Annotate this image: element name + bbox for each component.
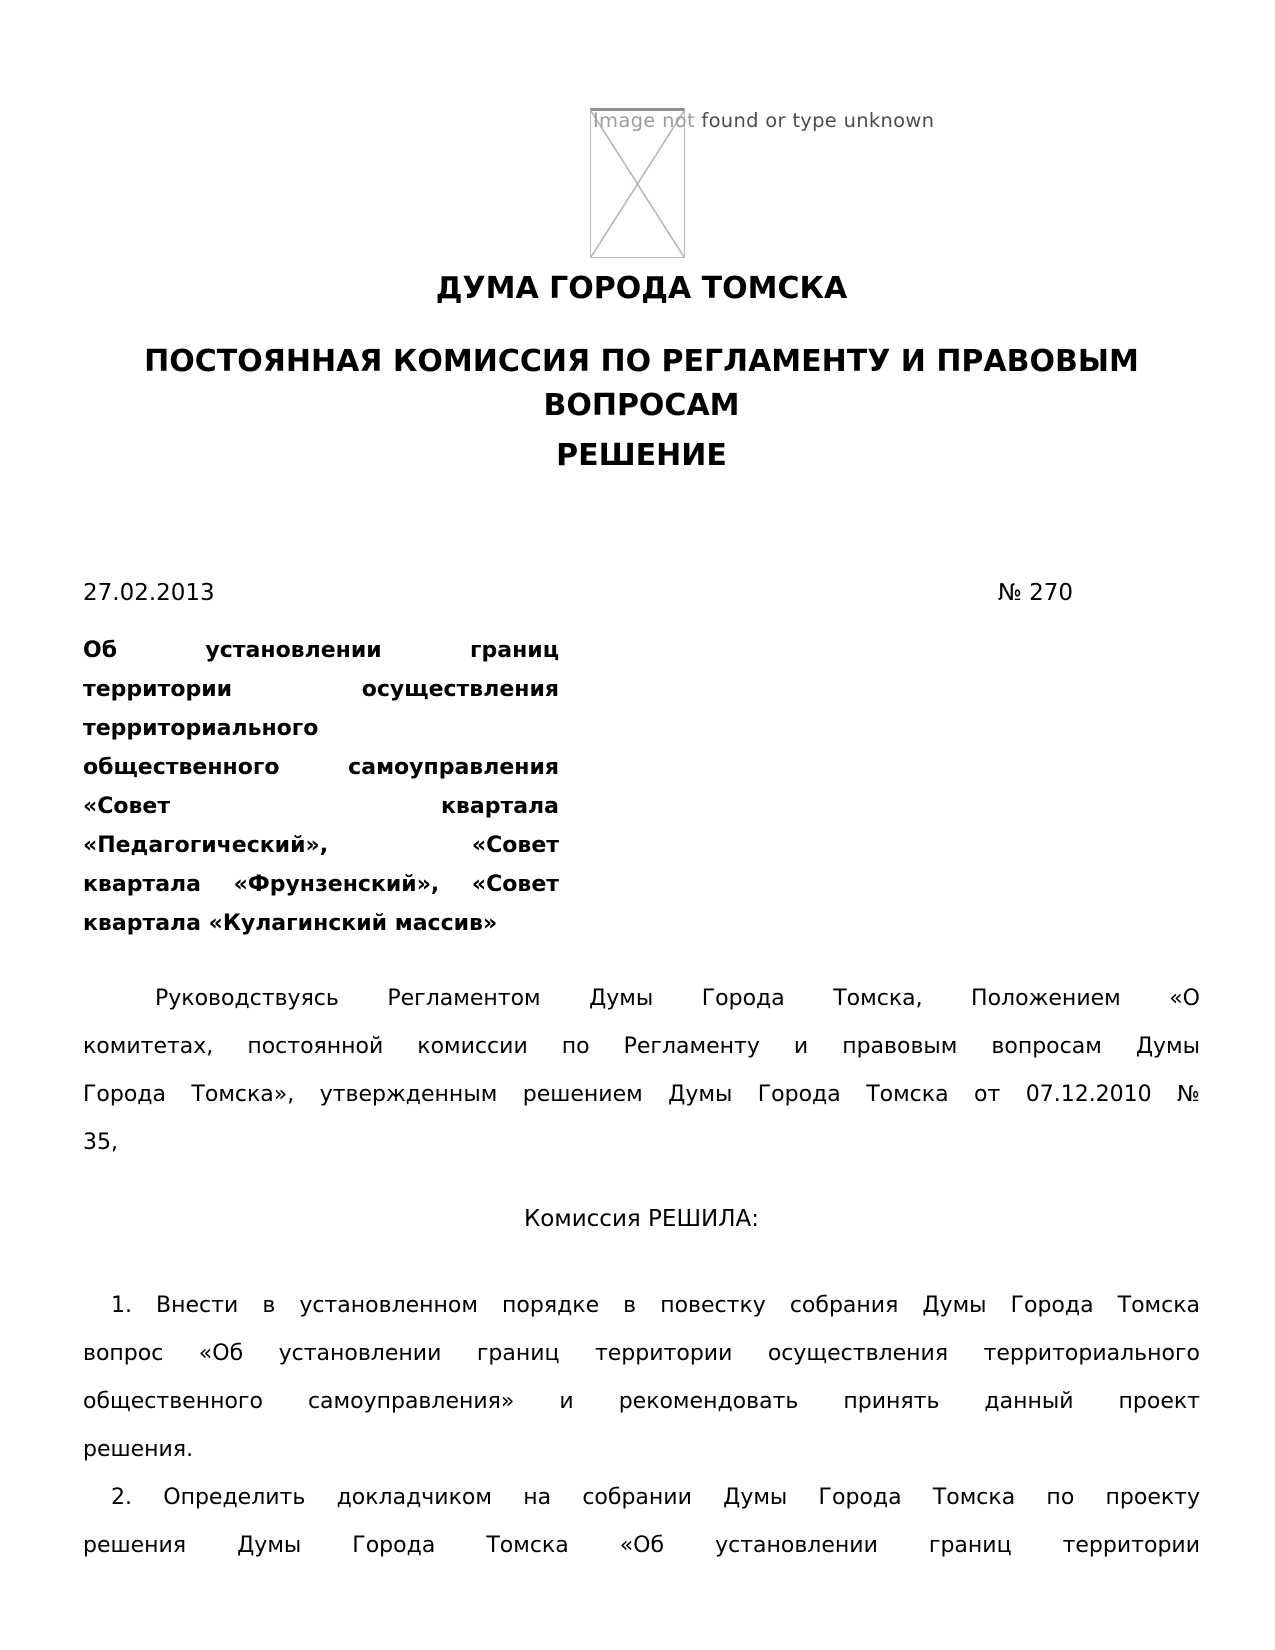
intro-line: 35,	[83, 1130, 118, 1155]
date-number-row	[83, 579, 1200, 607]
intro-line: Руководствуясь Регламентом Думы Города Томска, Положением «О	[155, 986, 1200, 1011]
intro-line: комитетах, постоянной комиссии по Регламенту и правовым вопросам Думы	[83, 1034, 1200, 1059]
commission-title-line: ПОСТОЯННАЯ КОМИССИЯ ПО РЕГЛАМЕНТУ И ПРАВОВЫМ	[144, 344, 1139, 379]
resolved-heading: Комиссия РЕШИЛА:	[523, 1206, 760, 1232]
list-item-2	[83, 1474, 1200, 1570]
alt-text-outside: found or type unknown	[701, 109, 935, 132]
list-item-1	[83, 1282, 1200, 1474]
subject-line: квартала «Кулагинский массив»	[83, 911, 498, 936]
list-item-line: 2. Определить докладчиком на собрании Думы Города Томска по проекту	[111, 1485, 1200, 1510]
commission-title	[83, 340, 1200, 428]
list-item-line: решения.	[83, 1437, 194, 1462]
list-item-line: решения Думы Города Томска «Об установлении границ территории	[83, 1533, 1200, 1558]
broken-image-alt-text	[593, 109, 934, 133]
subject-line: квартала «Фрунзенский», «Совет	[83, 872, 559, 897]
organization-title: ДУМА ГОРОДА ТОМСКА	[435, 271, 848, 306]
document-type-title: РЕШЕНИЕ	[556, 438, 727, 473]
list-item-line: вопрос «Об установлении границ территории осуществления территориального	[83, 1341, 1200, 1366]
subject-line: территории осуществления	[83, 677, 559, 702]
subject-line: «Педагогический», «Совет	[83, 833, 559, 858]
alt-text-inside: Image not	[593, 109, 702, 132]
document-date: 27.02.2013	[83, 580, 215, 606]
subject-line: «Совет квартала	[83, 794, 559, 819]
list-item-line: общественного самоуправления» и рекомендовать принять данный проект	[83, 1389, 1200, 1414]
intro-line: Города Томска», утвержденным решением Думы Города Томска от 07.12.2010 №	[83, 1082, 1200, 1107]
subject-line: общественного самоуправления	[83, 755, 559, 780]
subject-line: территориального	[83, 716, 319, 741]
list-item-line: 1. Внести в установленном порядке в повестку собрания Думы Города Томска	[111, 1293, 1200, 1318]
broken-image-placeholder	[590, 108, 935, 258]
document-content	[0, 271, 1275, 1570]
document-number: № 270	[997, 580, 1073, 606]
subject-block	[83, 631, 559, 943]
intro-paragraph	[83, 975, 1200, 1167]
commission-title-line: ВОПРОСАМ	[543, 388, 740, 423]
subject-line: Об установлении границ	[83, 638, 559, 663]
